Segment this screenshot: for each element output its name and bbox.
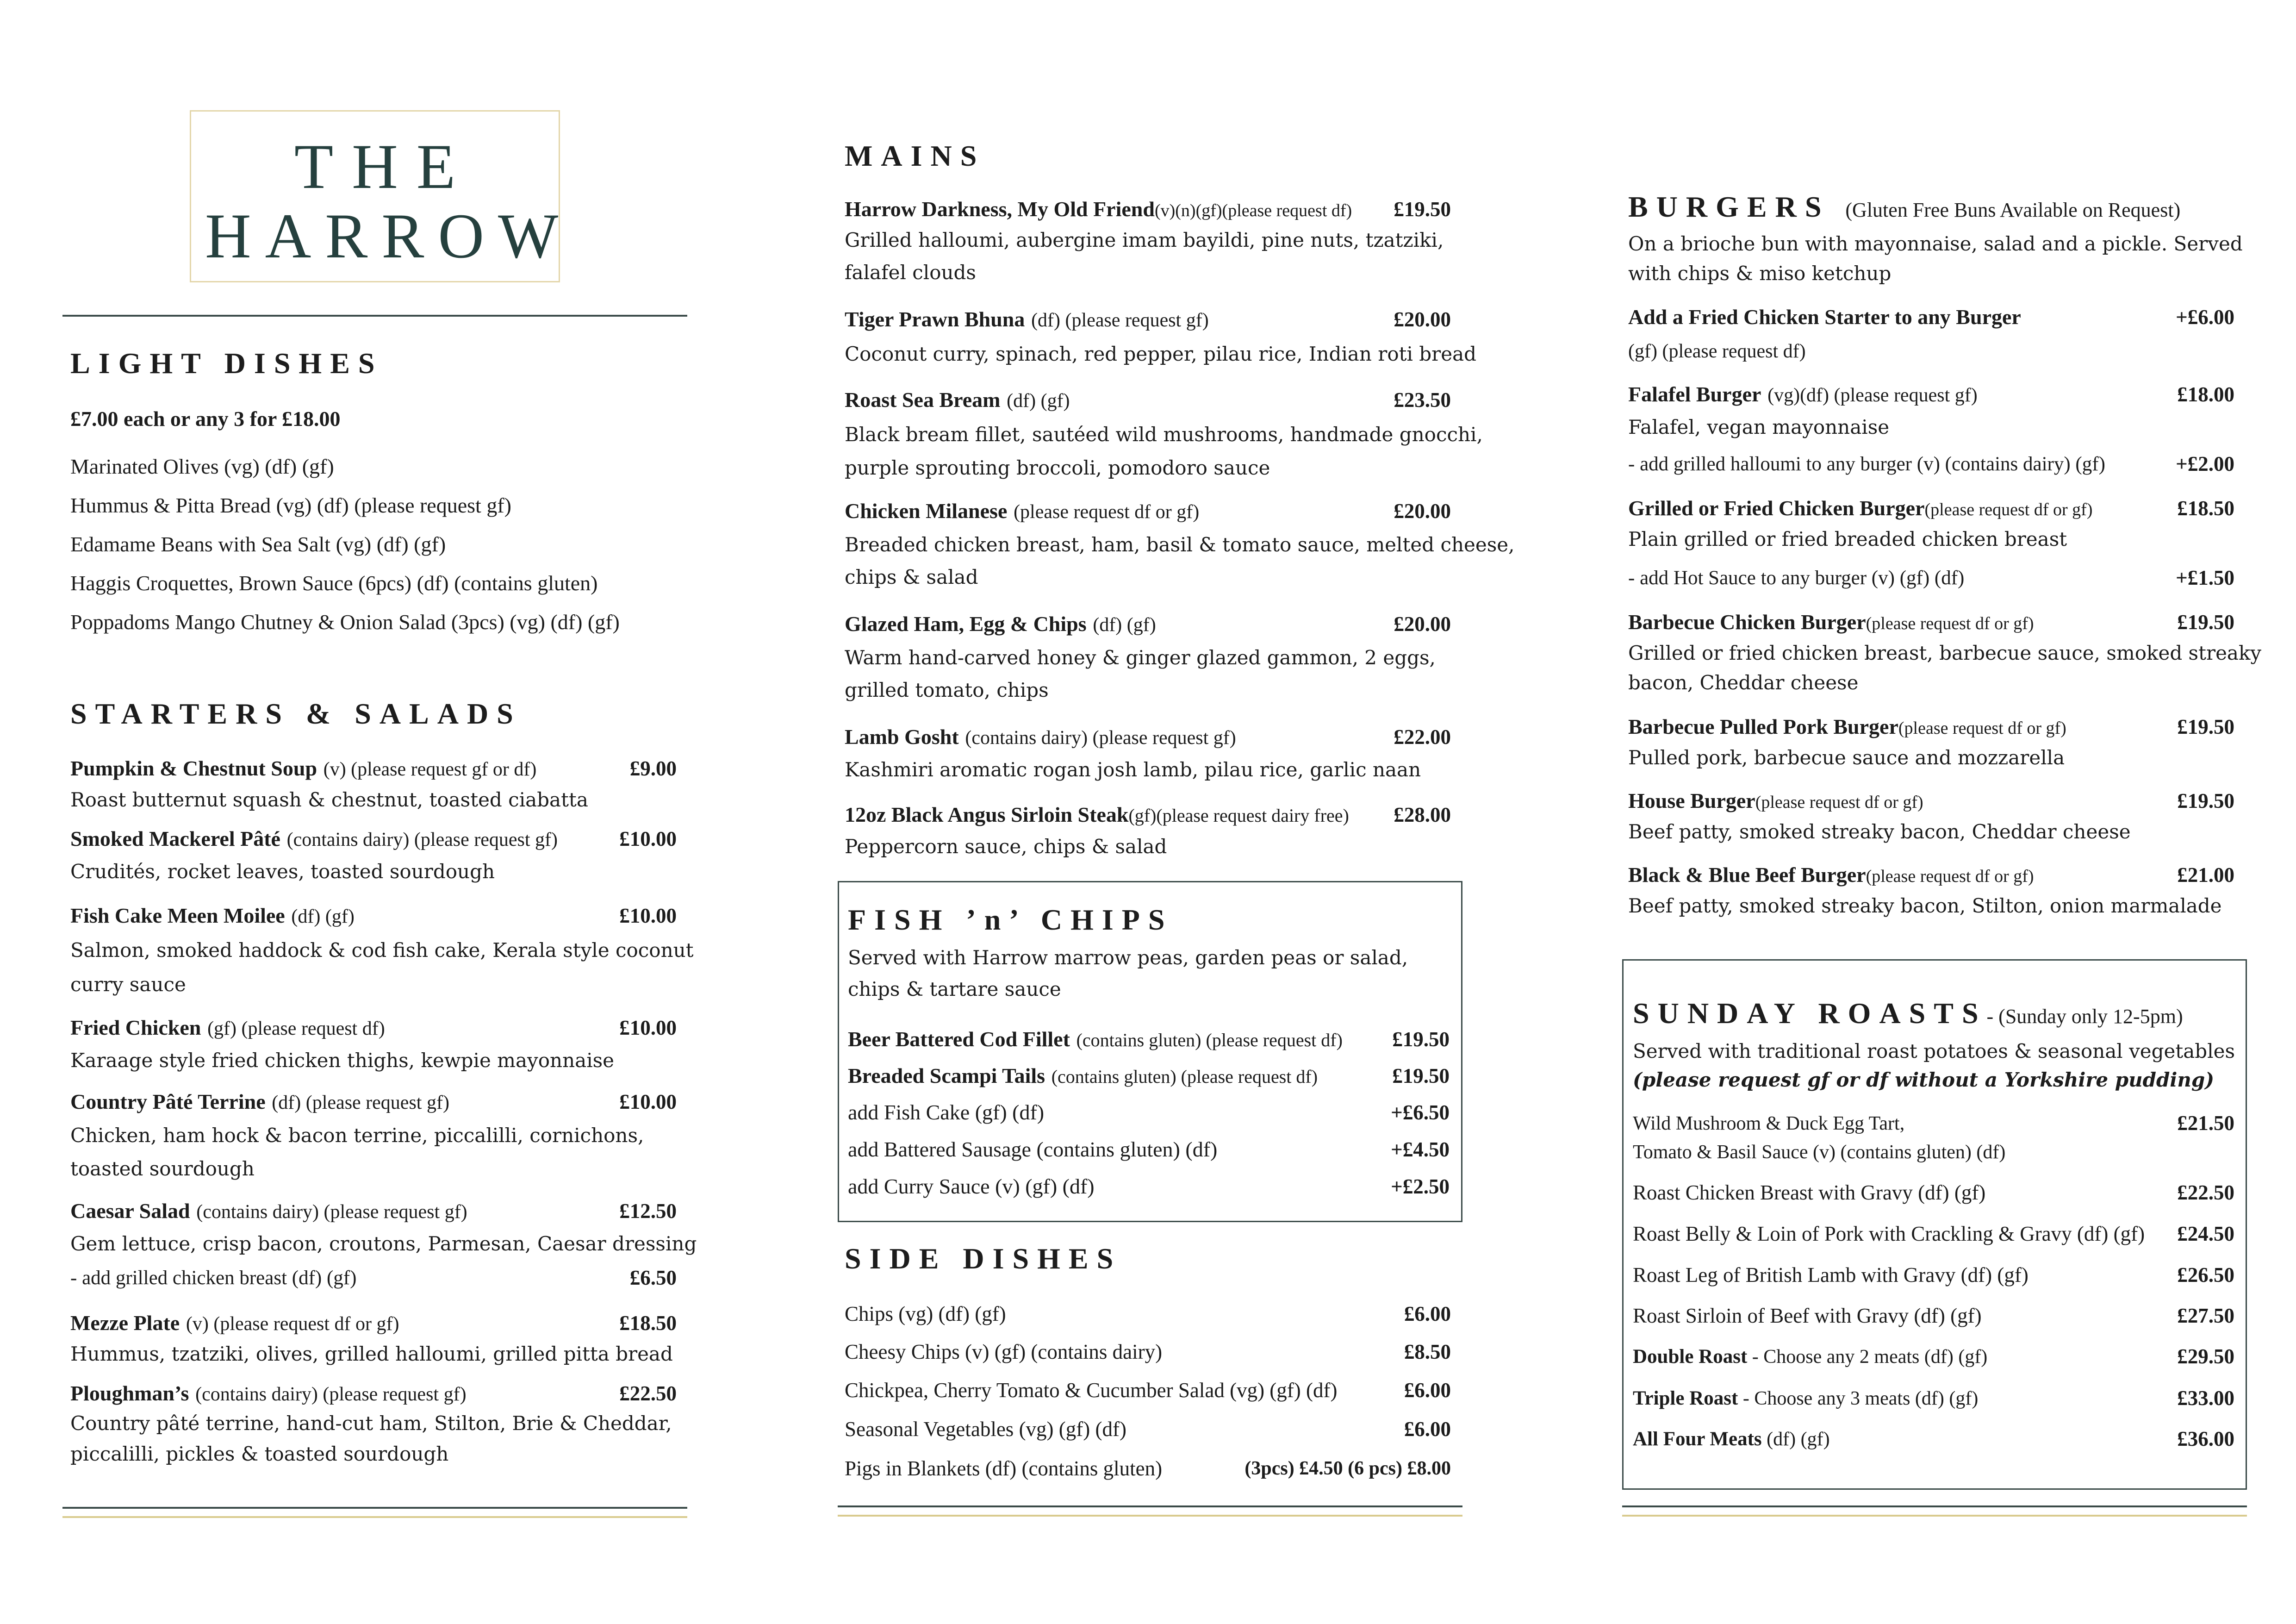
side-item: Chickpea, Cherry Tomato & Cucumber Salad (vg) (gf) (df) £6.00 [845,1379,1451,1402]
menu-item: 12oz Black Angus Sirloin Steak(gf)(please request dairy free) £28.00 [845,803,1451,826]
section-title-burgers [1628,190,2180,224]
burgers-subtitle: (Gluten Free Buns Available on Request) [1845,199,2181,221]
item-description: Karaage style fried chicken thighs, kewpie mayonnaise [70,1049,615,1072]
sunday-subtitle: - (Sunday only 12-5pm) [1986,1005,2183,1028]
item-description: Hummus, tzatziki, olives, grilled halloumi, grilled pitta bread [70,1343,673,1365]
item-description: Plain grilled or fried breaded chicken breast [1628,528,2067,550]
menu-item: Add a Fried Chicken Starter to any Burger +£6.00 [1628,305,2234,329]
side-item: Seasonal Vegetables (vg) (gf) (df) £6.00 [845,1418,1451,1441]
addon-item: - add grilled chicken breast (df) (gf) £6.50 [70,1266,677,1289]
roast-item: Roast Leg of British Lamb with Gravy (df) (gf) £26.50 [1633,1263,2234,1287]
divider [838,1515,1462,1517]
item-description: Kashmiri aromatic rogan josh lamb, pilau rice, garlic naan [845,758,1421,781]
item-description: Chicken, ham hock & bacon terrine, piccalilli, cornichons, [70,1124,644,1147]
item-description: Breaded chicken breast, ham, basil & tomato sauce, melted cheese, [845,533,1515,556]
menu-item: Tiger Prawn Bhuna (df) (please request gf) £20.00 [845,307,1451,331]
light-dish-item: Marinated Olives (vg) (df) (gf) [70,455,334,478]
section-description: (please request gf or df without a Yorkshire pudding) [1633,1068,2215,1091]
divider [62,1516,687,1518]
section-title-fish: FISH ’n’ CHIPS [848,903,1173,936]
section-description: with chips & miso ketchup [1628,262,1892,285]
item-description: Falafel, vegan mayonnaise [1628,416,1890,438]
roast-item: Roast Chicken Breast with Gravy (df) (gf) £22.50 [1633,1181,2234,1204]
addon-item: - add Hot Sauce to any burger (v) (gf) (df) +£1.50 [1628,566,2234,589]
burgers-title: BURGERS [1628,190,1830,223]
item-description: curry sauce [70,973,186,996]
menu-item: Lamb Gosht (contains dairy) (please request gf) £22.00 [845,725,1451,749]
light-dish-item: Poppadoms Mango Chutney & Onion Salad (3pcs) (vg) (df) (gf) [70,610,620,634]
divider [1622,1515,2247,1517]
roast-item-detail: Tomato & Basil Sauce (v) (contains gluten) (df) [1633,1142,2006,1163]
menu-item: Caesar Salad (contains dairy) (please request gf) £12.50 [70,1199,677,1223]
roast-item: Roast Belly & Loin of Pork with Crackling & Gravy (df) (gf) £24.50 [1633,1222,2234,1245]
section-title-mains: MAINS [845,139,985,172]
section-title-sides: SIDE DISHES [845,1242,1122,1275]
section-description: chips & tartare sauce [848,978,1061,1000]
item-description: Roast butternut squash & chestnut, toasted ciabatta [70,788,588,811]
item-description: Peppercorn sauce, chips & salad [845,835,1167,858]
light-dish-item: Hummus & Pitta Bread (vg) (df) (please request gf) [70,493,511,517]
roast-item: All Four Meats (df) (gf) £36.00 [1633,1427,2234,1450]
menu-item: Grilled or Fried Chicken Burger(please request df or gf) £18.50 [1628,496,2234,520]
addon-item: add Fish Cake (gf) (df) +£6.50 [848,1100,1450,1124]
item-description: falafel clouds [845,261,976,284]
divider [1622,1505,2247,1507]
section-title-light-dishes: LIGHT DISHES [70,347,383,380]
divider [62,315,687,317]
menu-item: Black & Blue Beef Burger(please request df or gf) £21.00 [1628,863,2234,887]
menu-item: Pumpkin & Chestnut Soup (v) (please request gf or df) £9.00 [70,756,677,780]
menu-item: Harrow Darkness, My Old Friend(v)(n)(gf)(please request df) £19.50 [845,197,1451,221]
menu-item: Roast Sea Bream (df) (gf) £23.50 [845,388,1451,412]
roast-item: Triple Roast - Choose any 3 meats (df) (gf) £33.00 [1633,1387,2234,1410]
section-description: Served with Harrow marrow peas, garden peas or salad, [848,946,1408,969]
item-description: chips & salad [845,566,978,588]
item-tags: (gf) (please request df) [1628,341,1806,362]
roast-item: Double Roast - Choose any 2 meats (df) (gf) £29.50 [1633,1345,2234,1368]
section-title-starters: STARTERS & SALADS [70,697,522,730]
item-description: Coconut curry, spinach, red pepper, pilau rice, Indian roti bread [845,343,1477,365]
section-description: Served with traditional roast potatoes & seasonal vegetables [1633,1040,2235,1062]
menu-item: Barbecue Chicken Burger(please request df or gf) £19.50 [1628,610,2234,634]
item-description: Gem lettuce, crisp bacon, croutons, Parmesan, Caesar dressing [70,1232,697,1255]
item-description: bacon, Cheddar cheese [1628,671,1859,694]
menu-item: Fried Chicken (gf) (please request df) £10.00 [70,1016,677,1039]
item-description: Beef patty, smoked streaky bacon, Stilton, onion marmalade [1628,894,2222,917]
menu-item: Glazed Ham, Egg & Chips (df) (gf) £20.00 [845,612,1451,636]
menu-item: House Burger(please request df or gf) £19.50 [1628,789,2234,812]
item-description: Black bream fillet, sautéed wild mushrooms, handmade gnocchi, [845,423,1483,446]
item-description: purple sprouting broccoli, pomodoro sauce [845,456,1270,479]
roast-item: Wild Mushroom & Duck Egg Tart, £21.50 [1633,1112,2234,1135]
side-item: Pigs in Blankets (df) (contains gluten) (3pcs) £4.50 (6 pcs) £8.00 [845,1457,1451,1480]
side-item: Cheesy Chips (v) (gf) (contains dairy) £8.50 [845,1340,1451,1363]
roast-item: Roast Sirloin of Beef with Gravy (df) (gf) £27.50 [1633,1304,2234,1327]
addon-item: add Curry Sauce (v) (gf) (df) +£2.50 [848,1174,1450,1198]
menu-item: Smoked Mackerel Pâté (contains dairy) (please request gf) £10.00 [70,827,677,850]
item-description: Crudités, rocket leaves, toasted sourdough [70,860,495,883]
menu-item: Fish Cake Meen Moilee (df) (gf) £10.00 [70,904,677,927]
addon-item: - add grilled halloumi to any burger (v) (contains dairy) (gf) +£2.00 [1628,452,2234,475]
menu-item: Barbecue Pulled Pork Burger(please request df or gf) £19.50 [1628,715,2234,738]
item-description: piccalilli, pickles & toasted sourdough [70,1443,449,1465]
item-description: Beef patty, smoked streaky bacon, Cheddar cheese [1628,820,2131,843]
addon-item: add Battered Sausage (contains gluten) (df) +£4.50 [848,1137,1450,1161]
item-description: Grilled or fried chicken breast, barbecue sauce, smoked streaky [1628,642,2262,664]
item-description: grilled tomato, chips [845,679,1049,701]
logo [190,110,572,282]
item-description: Warm hand-carved honey & ginger glazed gammon, 2 eggs, [845,646,1436,669]
side-item: Chips (vg) (df) (gf) £6.00 [845,1302,1451,1325]
item-description: Pulled pork, barbecue sauce and mozzarella [1628,746,2065,769]
light-dish-item: Haggis Croquettes, Brown Sauce (6pcs) (df) (contains gluten) [70,571,598,595]
item-description: toasted sourdough [70,1157,255,1180]
divider [838,1505,1462,1507]
item-description: Country pâté terrine, hand-cut ham, Stilton, Brie & Cheddar, [70,1412,672,1435]
item-description: Salmon, smoked haddock & cod fish cake, Kerala style coconut [70,939,694,962]
menu-item: Breaded Scampi Tails (contains gluten) (please request df) £19.50 [848,1064,1450,1087]
section-description: On a brioche bun with mayonnaise, salad and a pickle. Served [1628,232,2243,255]
sunday-title: SUNDAY ROASTS [1633,997,1987,1030]
light-dish-item: Edamame Beans with Sea Salt (vg) (df) (gf) [70,532,446,556]
menu-item: Beer Battered Cod Fillet (contains gluten) (please request df) £19.50 [848,1027,1450,1051]
section-title-sunday [1633,996,2183,1031]
menu-item: Falafel Burger (vg)(df) (please request gf) £18.00 [1628,382,2234,406]
divider [62,1507,687,1509]
menu-item: Chicken Milanese (please request df or gf) £20.00 [845,499,1451,523]
item-description: Grilled halloumi, aubergine imam bayildi, pine nuts, tzatziki, [845,229,1444,251]
menu-item: Ploughman’s (contains dairy) (please request gf) £22.50 [70,1381,677,1405]
menu-item: Country Pâté Terrine (df) (please request gf) £10.00 [70,1090,677,1113]
light-dishes-offer: £7.00 each or any 3 for £18.00 [70,407,341,431]
logo-line-1: THE [294,131,474,202]
logo-line-2: HARROW [205,200,572,271]
menu-item: Mezze Plate (v) (please request df or gf) £18.50 [70,1311,677,1335]
